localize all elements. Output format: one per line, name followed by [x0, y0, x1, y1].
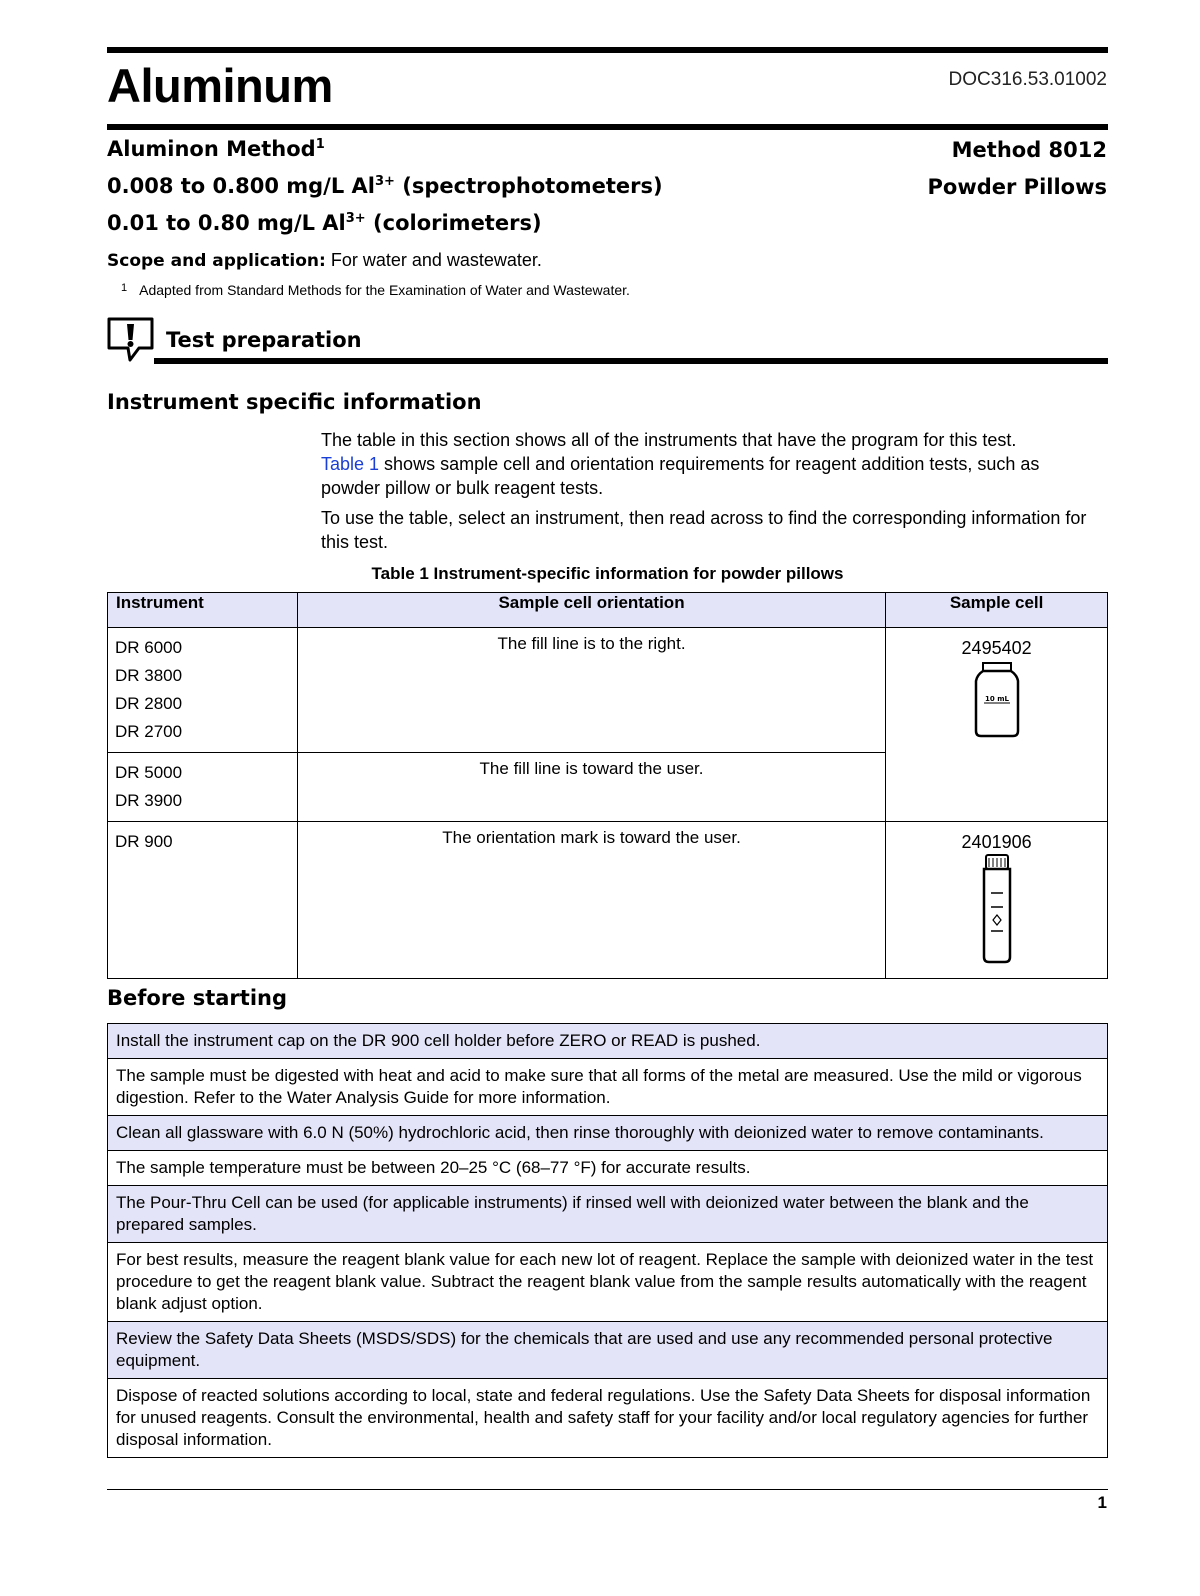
page-number: 1 — [1097, 1493, 1107, 1512]
document-title: Aluminum — [107, 59, 333, 112]
note-text: Review the Safety Data Sheets (MSDS/SDS) for the chemicals that are used and use any recommended personal protective equipment. — [108, 1322, 1108, 1379]
table-row — [108, 1243, 1108, 1322]
table-row — [108, 628, 1108, 753]
title-rule — [107, 124, 1108, 130]
round-sample-cell-icon — [979, 853, 1015, 965]
top-rule — [107, 47, 1108, 53]
note-text: The Pour-Thru Cell can be used (for applicable instruments) if rinsed well with deionized water between the blank and the prepared samples. — [108, 1186, 1108, 1243]
column-header: Instrument — [108, 593, 298, 628]
table-row — [108, 1059, 1108, 1116]
orientation-cell: The fill line is to the right. — [297, 628, 885, 753]
note-text: Clean all glassware with 6.0 N (50%) hydrochloric acid, then rinse thoroughly with deionized water to remove contaminants. — [108, 1116, 1108, 1151]
subheading-before-starting: Before starting — [107, 986, 288, 1010]
instrument-cell: DR 900 — [108, 822, 298, 979]
table-row — [108, 1322, 1108, 1379]
sample-cell-part-number: 2495402 — [961, 638, 1032, 658]
note-text: For best results, measure the reagent blank value for each new lot of reagent. Replace the sample with deionized water in the test procedure to get the reagent blank value. Subtract the reagent blank value from the sample results automatically with the reagent blank adjust option. — [108, 1243, 1108, 1322]
range-spectrophotometers: 0.008 to 0.800 mg/L $Al^{3+}$ (spectrophotometers) — [107, 174, 663, 198]
orientation-cell: The orientation mark is toward the user. — [297, 822, 885, 979]
orientation-cell: The fill line is toward the user. — [297, 753, 885, 822]
table-row — [108, 1024, 1108, 1059]
table-header-row — [108, 593, 1108, 628]
warning-note-icon — [106, 316, 156, 366]
before-starting-table — [107, 1023, 1108, 1458]
method-format: Powder Pillows — [927, 175, 1107, 199]
sample-cell-part-number: 2401906 — [961, 832, 1032, 852]
table-caption: Table 1 Instrument-specific information for powder pillows — [371, 564, 844, 583]
instrument-table — [107, 592, 1108, 979]
table-row — [108, 1379, 1108, 1458]
usage-paragraph: To use the table, select an instrument, then read across to find the corresponding information for this test. — [321, 508, 1087, 552]
cell-volume-label: 10 mL — [984, 695, 1009, 703]
scope-and-application: Scope and application: For water and wastewater. — [107, 250, 542, 271]
footnote-ref: 1 — [315, 137, 325, 152]
sample-cell-cell — [886, 628, 1108, 822]
note-text: Dispose of reacted solutions according to local, state and federal regulations. Use the Safety Data Sheets for disposal information for unused reagents. Consult the environmental, health and safety staff for your facility and/or local regulatory agencies for further disposal information. — [108, 1379, 1108, 1458]
column-header: Sample cell orientation — [297, 593, 885, 628]
instrument-cell: DR 5000 DR 3900 — [108, 753, 298, 822]
square-sample-cell-icon — [972, 661, 1022, 739]
footnote: $^1$ Adapted from Standard Methods for the Examination of Water and Wastewater. — [121, 282, 630, 298]
instrument-cell: DR 6000 DR 3800 DR 2800 DR 2700 — [108, 628, 298, 753]
note-text: The sample temperature must be between 20–25 °C (68–77 °F) for accurate results. — [108, 1151, 1108, 1186]
method-number: Method 8012 — [951, 138, 1107, 162]
table-row — [108, 1186, 1108, 1243]
document-number: DOC316.53.01002 — [948, 69, 1107, 90]
table-row — [108, 1151, 1108, 1186]
note-text: Install the instrument cap on the DR 900 cell holder before ZERO or READ is pushed. — [108, 1024, 1108, 1059]
column-header: Sample cell — [886, 593, 1108, 628]
table-row — [108, 822, 1108, 979]
footer-rule — [107, 1489, 1108, 1490]
intro-paragraph: The table in this section shows all of the instruments that have the program for this test. — [321, 430, 1017, 450]
table-reference-paragraph: Table 1 shows sample cell and orientation requirements for reagent addition tests, such as powder pillow or bulk reagent tests. — [321, 454, 1040, 498]
table-1-link[interactable]: Table 1 — [321, 454, 380, 474]
sample-cell-cell — [886, 822, 1108, 979]
note-text: The sample must be digested with heat and acid to make sure that all forms of the metal are measured. Use the mild or vigorous digestion. Refer to the Water Analysis Guide for more information. — [108, 1059, 1108, 1116]
range-colorimeters: 0.01 to 0.80 mg/L $Al^{3+}$ (colorimeters) — [107, 211, 542, 235]
table-row — [108, 1116, 1108, 1151]
section-rule — [154, 358, 1108, 364]
section-heading-test-preparation: Test preparation — [166, 328, 362, 352]
subheading-instrument-specific: Instrument specific information — [107, 390, 482, 414]
method-name: Aluminon Method$^1$ — [107, 137, 325, 161]
